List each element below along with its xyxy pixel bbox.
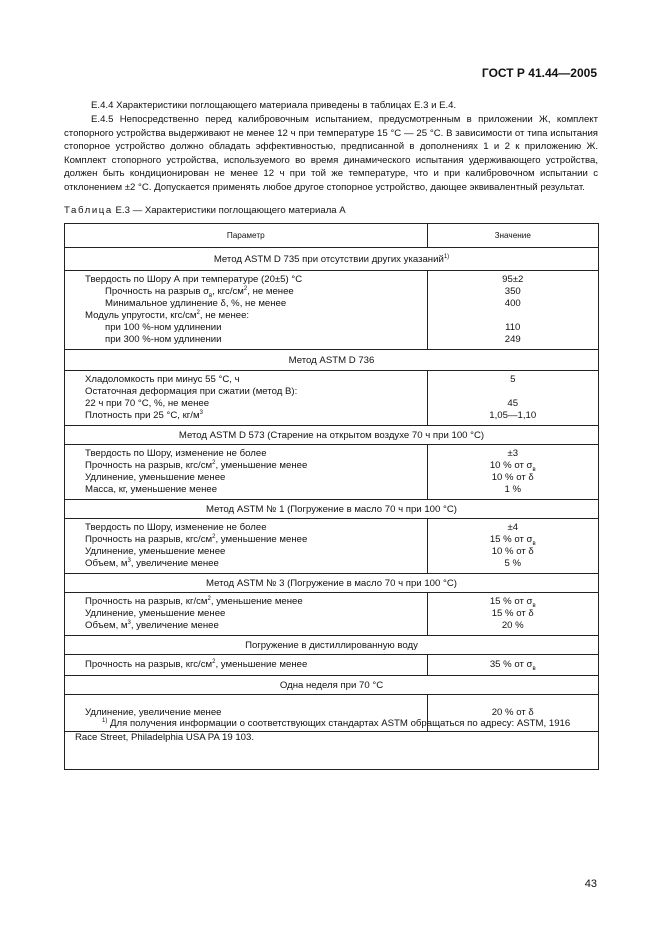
section-header: Метод ASTM D 573 (Старение на открытом воздухе 70 ч при 100 °С) bbox=[65, 426, 598, 445]
section-header: Одна неделя при 70 °С bbox=[65, 676, 598, 695]
table-row: Твердость по Шору А при температуре (20±5) °С Прочность на разрыв $\sigma_в$, кгс/$см^2$, не менее Минимальное удлинение δ, %, не менее Модуль упругости, кгс/$см^2$, не менее: при 100 %-ном удлинении при 300 %-ном удлинении 95±2 350 400 110 249 bbox=[65, 271, 598, 350]
table-row: Прочность на разрыв, кгс/$см^2$, уменьшение менее 35 % от $\sigma_в$ bbox=[65, 655, 598, 676]
table-footnote: $^{1)}$ Для получения информации о соответствующих стандартах ASTM обращаться по адресу: ASTM, 1916 Race Street, Philadelphia USA PA 19 103. bbox=[75, 717, 571, 743]
column-header-value: Значение bbox=[427, 224, 598, 248]
table-row: Твердость по Шору, изменение не более Прочность на разрыв, кгс/$см^2$, уменьшение менее Удлинение, уменьшение менее Масса, кг, уменьшение менее ±3 10 % от $\sigma_в$ 10 % от δ 1 % bbox=[65, 445, 598, 500]
table-caption-label: Таблица bbox=[64, 205, 113, 216]
document-header: ГОСТ Р 41.44—2005 bbox=[481, 66, 597, 80]
section-header: Метод ASTM D 736 bbox=[65, 350, 598, 371]
absorbing-material-table bbox=[64, 223, 599, 770]
column-header-parameter: Параметр bbox=[65, 224, 427, 248]
section-header: Погружение в дистиллированную воду bbox=[65, 636, 598, 655]
section-header: Метод ASTM № 3 (Погружение в масло 70 ч при 100 °С) bbox=[65, 574, 598, 593]
table-caption-text: Е.3 — Характеристики поглощающего материала А bbox=[115, 205, 346, 216]
section-header: Метод ASTM D 735 при отсутствии других указаний$^{1)}$ bbox=[65, 248, 598, 271]
section-header: Метод ASTM № 1 (Погружение в масло 70 ч при 100 °С) bbox=[65, 500, 598, 519]
paragraph-e44: Е.4.4 Характеристики поглощающего материала приведены в таблицах Е.3 и Е.4. bbox=[91, 100, 457, 111]
table-row: Твердость по Шору, изменение не более Прочность на разрыв, кгс/$см^2$, уменьшение менее Удлинение, уменьшение менее Объем, $м^3$, увеличение менее ±4 15 % от $\sigma_в$ 10 % от δ 5 % bbox=[65, 519, 598, 574]
table-row: Прочность на разрыв, $кг/см^2$, уменьшение менее Удлинение, уменьшение менее Объем, $м^3$, увеличение менее 15 % от $\sigma_в$ 15 % от δ 20 % bbox=[65, 593, 598, 636]
table-row: Удлинение, увеличение менее 20 % от δ bbox=[65, 695, 598, 732]
table-row: Хладоломкость при минус 55 °С, ч Остаточная деформация при сжатии (метод В): 22 ч при 70 °С, %, не менее Плотность при 25 °С, $кг/м^3$ 5 45 1,05—1,10 bbox=[65, 371, 598, 426]
table-caption bbox=[64, 205, 346, 216]
page-number: 43 bbox=[584, 878, 597, 890]
paragraph-e45: Е.4.5 Непосредственно перед калибровочным испытанием, предусмотренным в приложении Ж, комплект стопорного устройства выдерживают не менее 12 ч при температуре 15 °С — 25 °С. В зависимости от типа испытания стопорное устройство должно обладать эффективностью, предписанной в дополнениях 1 и 2 к приложению Ж. Комплект стопорного устройства, используемого во время динамического испытания удерживающего устройства, должен быть кондиционирован не менее 12 ч при той же температуре, что и при калибровочном испытании с отклонением ±2 °С. Допускается применять любое другое стопорное устройство, дающее эквивалентный результат. bbox=[64, 114, 598, 193]
